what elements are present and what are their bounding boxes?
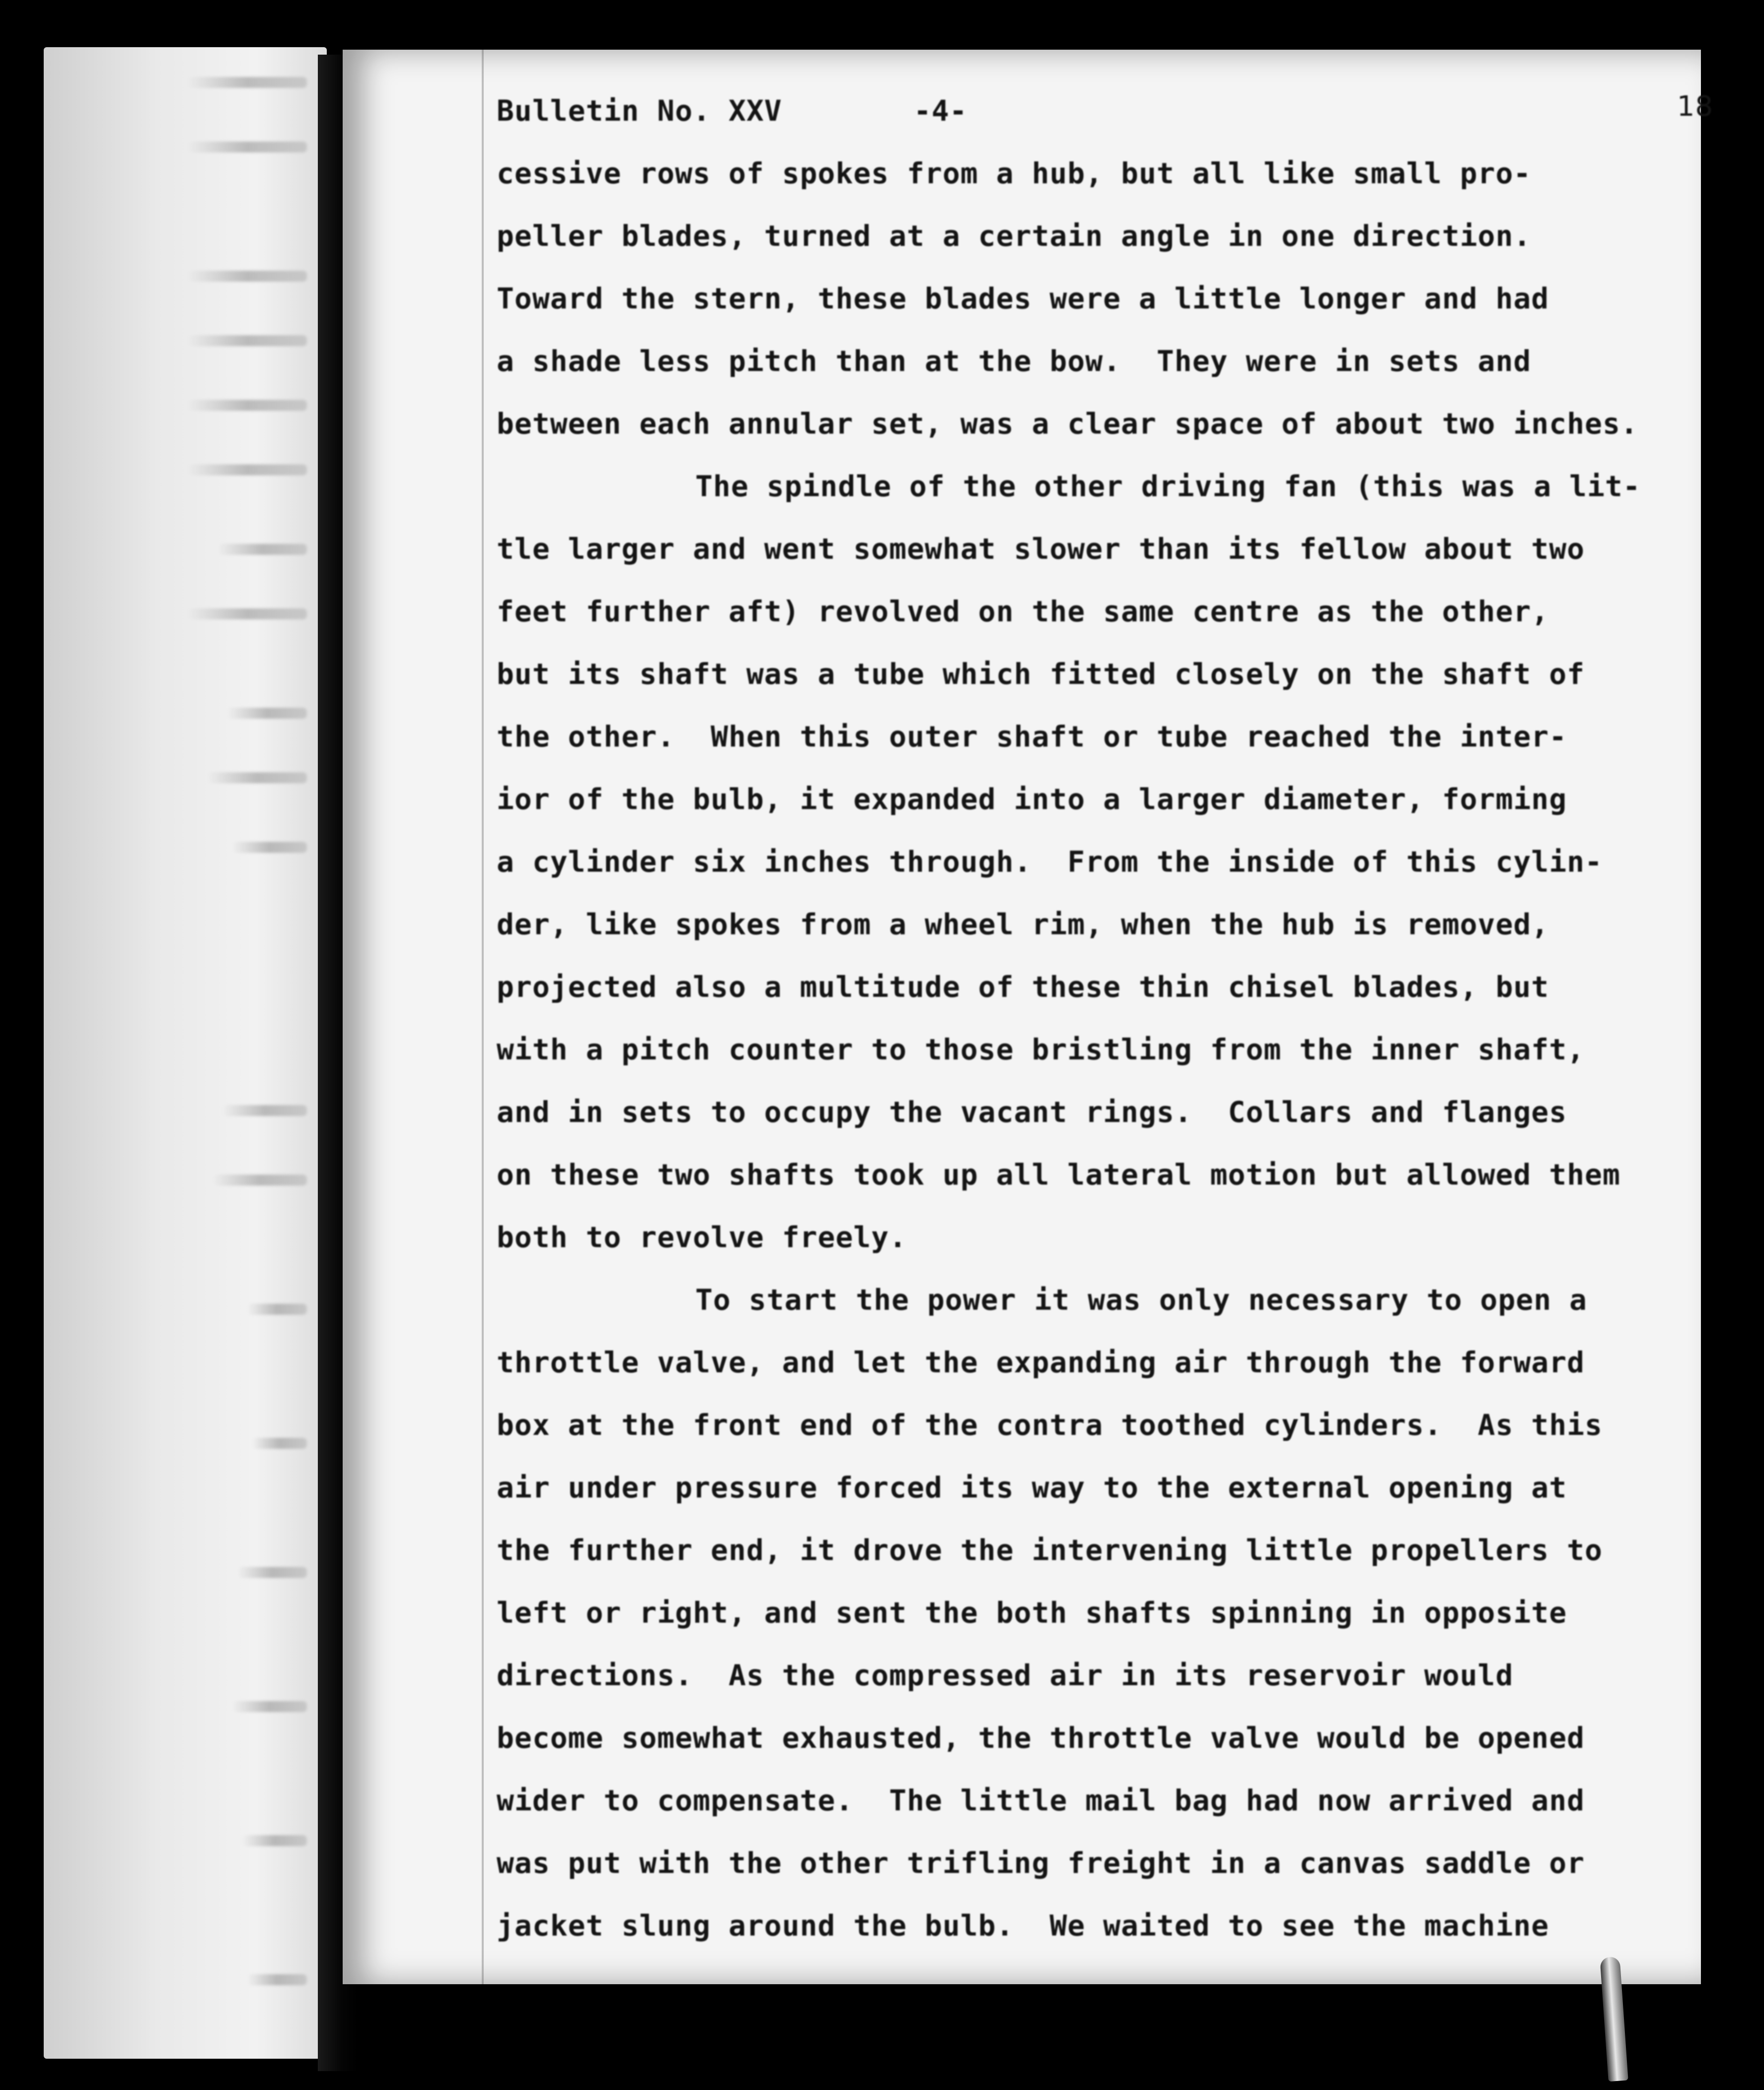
paragraph-first-line: To start the power it was only necessary to open a	[695, 1283, 1587, 1317]
folio-number: 18	[1677, 90, 1713, 123]
text-line: both to revolve freely.	[497, 1220, 907, 1254]
text-line: ior of the bulb, it expanded into a larger diameter, forming	[497, 782, 1567, 816]
bleed-through-line	[218, 544, 307, 555]
page-mark: -4-	[914, 94, 967, 128]
text-line: become somewhat exhausted, the throttle valve would be opened	[497, 1721, 1585, 1755]
text-line: wider to compensate. The little mail bag had now arrived and	[497, 1784, 1585, 1817]
text-line: cessive rows of spokes from a hub, but all like small pro-	[497, 156, 1532, 190]
text-line: directions. As the compressed air in its reservoir would	[497, 1658, 1514, 1692]
bleed-through-line	[188, 142, 307, 152]
text-line: the other. When this outer shaft or tube reached the inter-	[497, 720, 1567, 753]
text-line: on these two shafts took up all lateral motion but allowed them	[497, 1158, 1620, 1192]
text-line: but its shaft was a tube which fitted closely on the shaft of	[497, 657, 1585, 691]
text-line: box at the front end of the contra toothed cylinders. As this	[497, 1408, 1603, 1442]
text-line: a cylinder six inches through. From the inside of this cylin-	[497, 845, 1603, 879]
text-line: and in sets to occupy the vacant rings. Collars and flanges	[497, 1095, 1567, 1129]
bleed-through-line	[222, 1105, 307, 1116]
bleed-through-line	[237, 1567, 307, 1578]
text-line: feet further aft) revolved on the same centre as the other,	[497, 595, 1549, 628]
bleed-through-line	[242, 1835, 307, 1846]
bleed-through-line	[188, 271, 307, 282]
text-line: was put with the other trifling freight in a canvas saddle or	[497, 1846, 1585, 1880]
text-line: tle larger and went somewhat slower than its fellow about two	[497, 532, 1585, 566]
page-text	[497, 79, 1713, 1957]
page-header	[497, 79, 1713, 142]
text-line: throttle valve, and let the expanding air through the forward	[497, 1345, 1585, 1379]
bleed-through-line	[188, 464, 307, 475]
text-line: a shade less pitch than at the bow. They were in sets and	[497, 344, 1532, 378]
bleed-through-line	[227, 708, 307, 719]
text-line: jacket slung around the bulb. We waited to see the machine	[497, 1909, 1549, 1942]
text-line: with a pitch counter to those bristling from the inner shaft,	[497, 1033, 1585, 1066]
text-line: left or right, and sent the both shafts spinning in opposite	[497, 1596, 1567, 1630]
bleed-through-line	[208, 772, 307, 783]
text-line: the further end, it drove the intervening little propellers to	[497, 1533, 1603, 1567]
text-line: projected also a multitude of these thin chisel blades, but	[497, 970, 1549, 1004]
bleed-through-line	[232, 842, 307, 853]
text-line: Toward the stern, these blades were a little longer and had	[497, 282, 1549, 315]
bleed-through-line	[247, 1974, 307, 1985]
text-line: peller blades, turned at a certain angle in one direction.	[497, 219, 1532, 253]
typed-page	[343, 50, 1713, 1984]
bulletin-number: Bulletin No. XXV	[497, 94, 782, 128]
text-line: air under pressure forced its way to the external opening at	[497, 1471, 1567, 1504]
bleed-through-line	[188, 400, 307, 411]
bleed-through-line	[188, 608, 307, 619]
facing-page-edge	[44, 47, 327, 2059]
bleed-through-line	[188, 335, 307, 346]
paragraph-first-line: The spindle of the other driving fan (this was a lit-	[695, 469, 1641, 503]
bleed-through-line	[252, 1438, 307, 1449]
bleed-through-line	[188, 77, 307, 88]
bleed-through-line	[213, 1175, 307, 1186]
text-line: between each annular set, was a clear space of about two inches.	[497, 407, 1638, 441]
text-line: der, like spokes from a wheel rim, when the hub is removed,	[497, 907, 1549, 941]
bleed-through-line	[232, 1701, 307, 1712]
bleed-through-line	[247, 1304, 307, 1315]
